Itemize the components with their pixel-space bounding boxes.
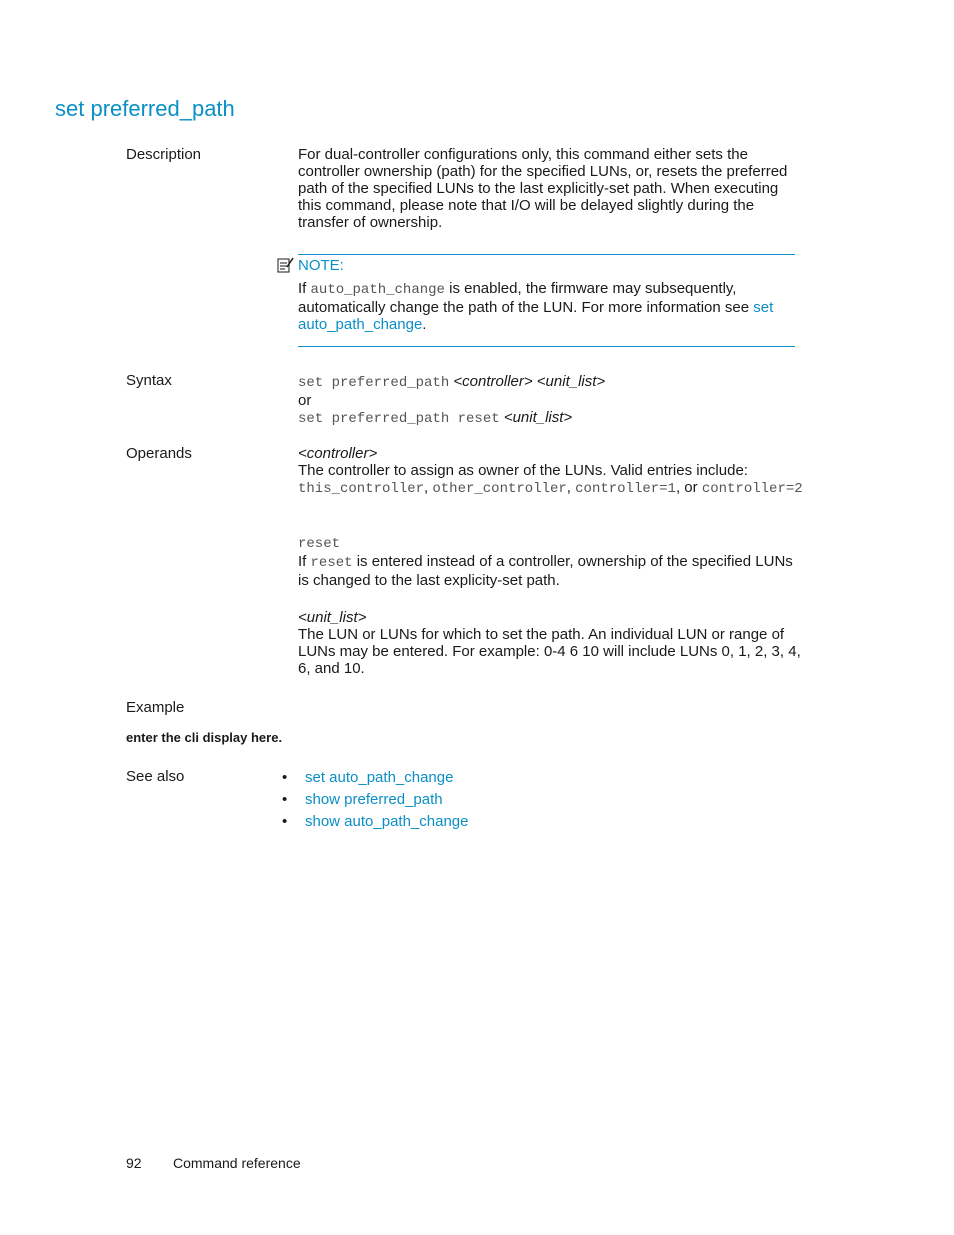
option-sep-3: , or [675,479,698,496]
option-other-controller: other_controller [432,481,567,497]
note-code: auto_path_change [310,282,445,298]
operand-reset-name: reset [298,536,341,552]
syntax-label: Syntax [126,372,172,389]
example-label: Example [126,699,185,716]
note-text-if: If [298,280,307,297]
syntax-or: or [298,392,312,409]
syntax-line-1 [298,373,803,392]
see-also-link-show-preferred-path[interactable]: show preferred_path [305,791,443,808]
note-icon [276,256,294,274]
syntax-arg-unit-list: <unit_list> [536,373,606,390]
note-link-set-auto-path-change[interactable]: set auto_path_change [298,299,774,333]
list-item [282,789,468,811]
operand-controller-name: <controller> [298,445,378,462]
operand-reset-code: reset [310,555,353,571]
footer-section: Command reference [173,1155,301,1171]
see-also-list [282,767,468,833]
option-controller-1: controller=1 [575,481,676,497]
operand-unit-list-desc: The LUN or LUNs for which to set the path. An individual LUN or range of LUNs may be entered. For example: 0-4 6 10 will include LUNs 0, 1, 2, 3, 4, 6, and 10. [298,626,801,677]
bullet-icon: • [282,769,288,786]
operand-unit-list [298,609,803,677]
option-this-controller: this_controller [298,481,425,497]
bullet-icon: • [282,791,288,808]
operand-controller-desc: The controller to assign as owner of the LUNs. Valid entries include: [298,462,748,479]
description-label: Description [126,146,202,163]
syntax-code-1: set preferred_path [298,375,450,391]
page-number: 92 [126,1155,142,1171]
page-title: set preferred_path [55,96,235,121]
see-also-link-set-auto-path-change[interactable]: set auto_path_change [305,769,454,786]
example-cli-text: enter the cli display here. [126,730,283,745]
syntax-block [298,373,803,428]
description-text: For dual-controller configurations only, this command either sets the controller ownership (path) for the specified LUNs, or, resets the preferred path of the specified LUNs to the last explicitly-set path. When executing this command, please note that I/O will be delayed slightly during the transfer of ownership. [298,146,788,231]
note-end: . [422,316,427,333]
syntax-arg-unit-list-2: <unit_list> [503,409,573,426]
note-top-rule [298,254,795,255]
bullet-icon: • [282,813,288,830]
syntax-arg-controller: <controller> [453,373,533,390]
operand-unit-list-name: <unit_list> [298,609,367,626]
operand-reset-desc-text: is entered instead of a controller, ownership of the specified LUNs is changed to the last explicity-set path. [298,553,793,589]
option-sep-1: , [424,479,429,496]
operands-label: Operands [126,445,192,462]
list-item [282,811,468,833]
note-text: is enabled, the firmware may subsequently, automatically change the path of the LUN. For more information see [298,280,750,316]
see-also-link-show-auto-path-change[interactable]: show auto_path_change [305,813,469,830]
option-sep-2: , [566,479,571,496]
syntax-code-2: set preferred_path reset [298,411,500,427]
option-controller-2: controller=2 [701,481,803,497]
operand-reset-desc-if: If [298,553,307,570]
note-heading [276,256,344,274]
note-bottom-rule [298,346,795,347]
syntax-line-2 [298,409,803,428]
note-body [298,280,778,333]
operand-reset-desc [298,553,803,589]
note-heading-text: NOTE: [298,256,344,274]
operand-controller-options [298,479,803,498]
operand-reset [298,536,803,589]
see-also-label: See also [126,768,185,785]
operand-controller [298,445,803,498]
list-item [282,767,468,789]
